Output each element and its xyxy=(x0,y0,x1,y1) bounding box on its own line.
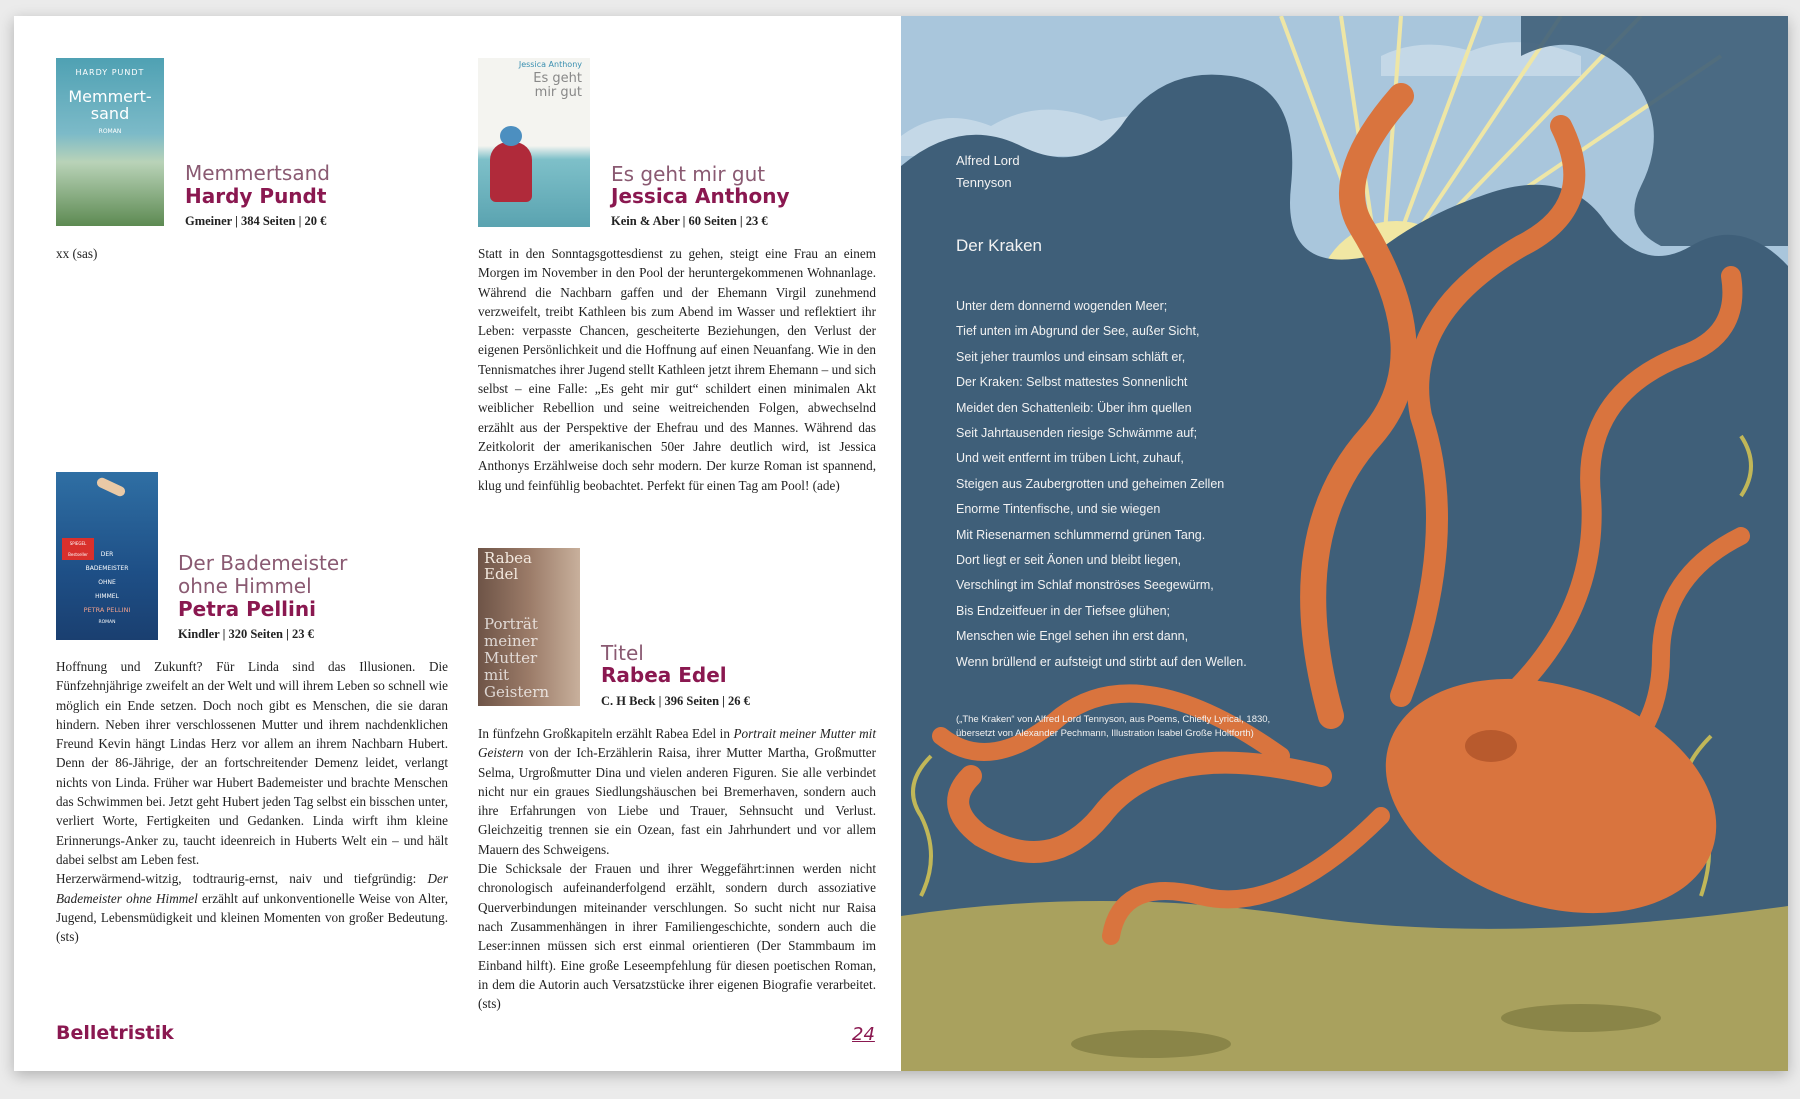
book-meta: Kein & Aber | 60 Seiten | 23 € xyxy=(611,214,768,228)
poem-line: Tief unten im Abgrund der See, außer Sicht, xyxy=(956,324,1200,339)
poem-body xyxy=(956,294,1247,675)
book-meta: C. H Beck | 396 Seiten | 26 € xyxy=(601,694,750,708)
right-page xyxy=(901,16,1788,1071)
book-title: Es geht mir gut xyxy=(611,162,766,186)
book-cover-es-geht-mir-gut xyxy=(478,58,590,227)
poem-credit-line: übersetzt von Alexander Pechmann, Illustration Isabel Große Holtforth) xyxy=(956,728,1254,739)
poem-line: Wenn brüllend er aufsteigt und stirbt auf den Wellen. xyxy=(956,654,1247,669)
book-author: Hardy Pundt xyxy=(185,184,327,208)
poem-author xyxy=(956,150,1020,194)
poem-line: Dort liegt er seit Äonen und bleibt liegen, xyxy=(956,553,1182,568)
book-title: Der Bademeister ohne Himmel xyxy=(178,551,348,598)
cover-genre: ROMAN xyxy=(98,128,122,135)
book-blurb xyxy=(56,657,448,946)
poem-line: Mit Riesenarmen schlummernd grünen Tang. xyxy=(956,527,1206,542)
poem-author-line: Alfred Lord xyxy=(956,153,1020,168)
poem-line: Verschlingt im Schlaf monströses Seegewürm, xyxy=(956,578,1214,593)
poem-line: Steigen aus Zaubergrotten und geheimen Zellen xyxy=(956,476,1225,491)
page-number: 24 xyxy=(852,1024,875,1045)
cover-title: Memmert- sand xyxy=(68,87,152,123)
cover-genre: ROMAN xyxy=(98,620,116,625)
poem-author-line: Tennyson xyxy=(956,175,1012,190)
book-cover-memmertsand xyxy=(56,58,164,226)
book-blurb xyxy=(478,244,876,495)
poem-line: Menschen wie Engel sehen ihn erst dann, xyxy=(956,629,1189,644)
magazine-spread xyxy=(14,16,1788,1071)
poem-line: Der Kraken: Selbst mattestes Sonnenlicht xyxy=(956,375,1188,390)
book-meta: Kindler | 320 Seiten | 23 € xyxy=(178,627,314,641)
cover-swimmer-cap xyxy=(500,126,522,146)
section-label: Belletristik xyxy=(56,1022,174,1044)
book-blurb xyxy=(56,244,456,263)
floor-shadow xyxy=(1501,1004,1661,1032)
poem-line: Seit Jahrtausenden riesige Schwämme auf; xyxy=(956,426,1198,441)
book-blurb xyxy=(478,724,876,1013)
book-cover-bademeister xyxy=(56,472,158,640)
poem-line: Enorme Tintenfische, und sie wiegen xyxy=(956,502,1161,517)
blurb-paragraph: xx (sas) xyxy=(56,246,98,261)
left-page xyxy=(14,16,901,1071)
poem-line: Bis Endzeitfeuer in der Tiefsee glühen; xyxy=(956,603,1171,618)
poem-credit-line: („The Kraken“ von Alfred Lord Tennyson, aus Poems, Chiefly Lyrical, 1830, xyxy=(956,714,1271,725)
blurb-paragraph: Statt in den Sonntagsgottesdienst zu gehen, steigt eine Frau an einem Morgen im November in den Pool der heruntergekommenen Wohnanlage. Während die Nachbarn gaffen und der Ehemann Virgil zunehmend verzweifelt, treibt Kathleen bis zum Abend im Wasser und reflektiert ihr Leben: verpasste Chancen, gescheiterte Beziehungen, den Verlust der eigenen Persönlichkeit und die Hoffnung auf einen Neuanfang. Wie in den Tennismatches ihrer Jugend stellt Kathleen jetzt ihrem Ehemann – und sich selbst – eine Falle: „Es geht mir gut“ schildert einen minimalen Akt weiblicher Rebellion und seine weitreichenden Folgen, abwechselnd erzählt aus der Perspektive der Ehefrau und des Mannes. Während das Zeitkolorit der amerikanischen 50er Jahre deutlich wird, ist Jessica Anthonys Erzählweise doch sehr modern. Der kurze Roman ist spannend, klug und feinfühlig beobachtet. Perfekt für einen Tag am Pool! (ade) xyxy=(478,246,876,493)
cover-title: Es geht mir gut xyxy=(533,71,582,100)
book-author: Jessica Anthony xyxy=(611,184,790,208)
cover-author: Jessica Anthony xyxy=(518,60,582,69)
book-author: Petra Pellini xyxy=(178,597,316,621)
book-cover-portraet xyxy=(478,548,580,706)
poem-credit xyxy=(956,713,1270,741)
blurb-paragraph: In fünfzehn Großkapiteln erzählt Rabea Edel in Portrait meiner Mutter mit Geistern von der Ich-Erzählerin Raisa, ihrer Mutter Martha, Großmutter Selma, Urgroßmutter Dina und vielen anderen Figuren. Sie alle verbindet nicht nur ein graues Siedlungshäuschen bei Bremerhaven, sondern auch ihre Erfahrungen von Liebe und Trauer, Sehnsucht und Verlust. Gleichzeitig trennen sie ein Ozean, fast ein Jahrhundert und vor allem Mauern des Schweigens. Die Schicksale der Frauen und ihrer Weggefährt:innen werden nicht chronologisch aufeinanderfolgend erzählt, sondern durch assoziative Querverbindungen miteinander verschlungen. So sucht nicht nur Raisa nach Zusammenhängen in ihrer Familiengeschichte, sondern auch die Leser:innen müssen sich erst einmal orientieren (Der Stammbaum im Einband hilft). Eine große Leseempfehlung für diesen poetischen Roman, in dem die Autorin auch Versatzstücke ihrer eigenen Biografie verarbeitet. (sts) xyxy=(478,726,876,1012)
cover-diver-figure xyxy=(95,476,126,498)
book-title: Titel xyxy=(601,641,644,665)
cover-title: DER BADEMEISTER OHNE HIMMEL xyxy=(85,551,129,600)
octopus-eye xyxy=(1465,730,1517,762)
book-meta: Gmeiner | 384 Seiten | 20 € xyxy=(185,214,327,228)
cover-title: Porträt meiner Mutter mit Geistern xyxy=(484,615,550,701)
floor-shadow xyxy=(1071,1030,1231,1058)
poem-title: Der Kraken xyxy=(956,236,1042,255)
cover-author: Rabea Edel xyxy=(484,549,533,583)
cover-author: HARDY PUNDT xyxy=(75,68,145,77)
poem-line: Und weit entfernt im trüben Licht, zuhauf, xyxy=(956,451,1184,466)
cover-bestseller-badge: SPIEGEL Bestseller xyxy=(62,538,94,560)
poem-line: Unter dem donnernd wogenden Meer; xyxy=(956,299,1168,313)
sea-floor xyxy=(901,901,1788,1071)
book-title: Memmertsand xyxy=(185,161,330,185)
cover-author: PETRA PELLINI xyxy=(83,606,131,614)
book-author: Rabea Edel xyxy=(601,663,727,687)
poem-line: Seit jeher traumlos und einsam schläft er, xyxy=(956,349,1186,364)
cover-swimmer-figure xyxy=(490,142,532,202)
poem-line: Meidet den Schattenleib: Über ihm quellen xyxy=(956,400,1192,415)
blurb-paragraph: Hoffnung und Zukunft? Für Linda sind das Illusionen. Die Fünfzehnjährige zweifelt an der Welt und will ihrem Leben so schnell wie möglich ein Ende setzen. Doch noch gibt es Menschen, die sie daran hindern. Neben ihrer verschlossenen Mutter und ihrem nachdenklichen Freund Kevin hängt Lindas Herz vor allem an ihrem Nachbarn Hubert. Denn der 86-Jährige, der an fortschreitender Demenz leidet, verlangt nichts von Linda. Früher war Hubert Bademeister und brachte Menschen das Schwimmen bei. Jetzt geht Hubert jeden Tag selbst ein bisschen unter, verliert Worte, Fertigkeiten und Gedanken. Linda wirft ihm kleine Erinnerungs-Anker zu, taucht ideenreich in Huberts Welt ein – und hält dabei selbst am Leben fest. Herzerwärmend-witzig, todtraurig-ernst, naiv und tiefgründig: Der Bademeister ohne Himmel erzählt auf unkonventionelle Weise von Alter, Jugend, Lebensmüdigkeit und kleinen Momenten von großer Bedeutung. (sts) xyxy=(56,659,449,945)
